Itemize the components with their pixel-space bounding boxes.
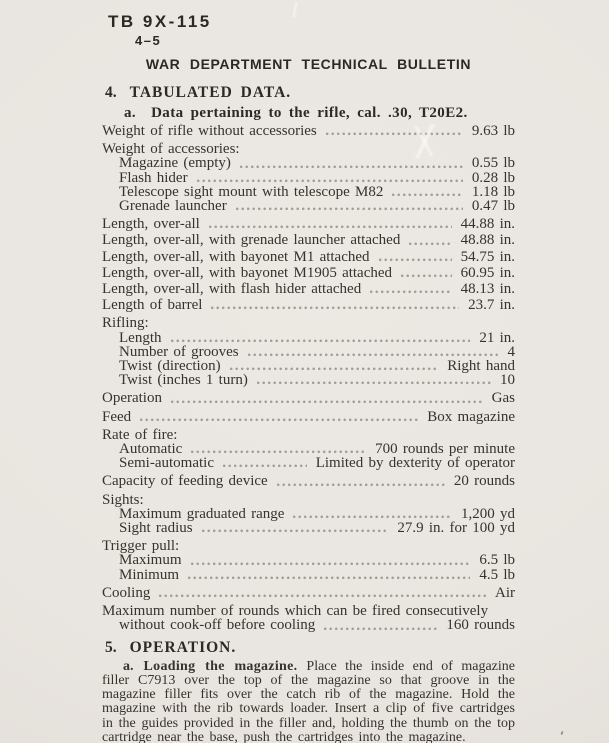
- dotted-leader: [277, 483, 445, 487]
- data-row-label: Automatic: [119, 442, 183, 457]
- data-row-value: Box magazine: [427, 408, 515, 425]
- dotted-leader: [140, 418, 418, 422]
- operation-item-title: Loading the magazine.: [143, 658, 298, 674]
- dotted-leader: [191, 562, 471, 566]
- data-row: [102, 185, 515, 199]
- data-row-value: Limited by dexterity of operator: [315, 455, 515, 472]
- data-row-label: Twist (inches 1 turn): [119, 373, 248, 388]
- data-row-label: Capacity of feeding device: [102, 474, 268, 489]
- data-row-label: Length, over-all: [102, 217, 200, 232]
- data-row-label: Telescope sight mount with telescope M82: [119, 184, 384, 200]
- data-row: [102, 266, 515, 280]
- data-row: [102, 493, 515, 507]
- data-row: [102, 171, 515, 185]
- data-row-value: 44.88 in.: [460, 216, 515, 233]
- data-row-value: 20 rounds: [453, 473, 515, 490]
- data-row-value: 10: [500, 372, 515, 389]
- dotted-leader: [223, 464, 307, 468]
- section-4a-title: Data pertaining to the rifle, cal. .30, T20E2.: [151, 105, 468, 121]
- data-row-value: 21 in.: [479, 329, 515, 346]
- data-row-label: without cook-off before cooling: [119, 618, 316, 633]
- data-row: [102, 156, 515, 170]
- data-row-value: 4: [507, 343, 515, 360]
- data-row-value: 48.88 in.: [460, 232, 515, 249]
- data-row: [102, 199, 515, 213]
- data-row-label: Rate of fire:: [102, 427, 178, 443]
- data-row: [102, 282, 515, 296]
- dotted-leader: [326, 132, 463, 136]
- data-row-label: Weight of accessories:: [102, 142, 240, 157]
- data-row-value: 4.5 lb: [479, 566, 515, 583]
- data-row: [102, 553, 515, 567]
- data-row-label: Minimum: [119, 567, 180, 582]
- operation-item-label: a.: [123, 658, 134, 674]
- data-row-value: 0.47 lb: [471, 198, 515, 215]
- document-header: [102, 12, 515, 73]
- data-row-label: Semi-automatic: [119, 456, 214, 471]
- data-row-label: Magazine (empty): [119, 156, 231, 171]
- dotted-leader: [409, 242, 451, 246]
- section-5-title: OPERATION.: [129, 638, 237, 656]
- section-4-heading: [105, 84, 515, 102]
- data-row-label: Weight of rifle without accessories: [102, 124, 317, 139]
- data-row-label: Length of barrel: [102, 298, 203, 313]
- dotted-leader: [209, 225, 452, 229]
- data-row-value: 27.9 in. for 100 yd: [397, 520, 515, 537]
- data-row: [102, 124, 515, 138]
- data-row-label: Flash hider: [119, 170, 188, 185]
- data-row: [102, 373, 515, 387]
- data-row-value: Gas: [491, 390, 515, 407]
- data-row-label: Grenade launcher: [119, 199, 227, 214]
- data-row: [102, 428, 515, 442]
- data-row-value: 23.7 in.: [468, 297, 515, 314]
- data-row: [102, 331, 515, 345]
- dotted-leader: [248, 353, 499, 357]
- bulletin-number: TB 9X-115: [108, 12, 212, 31]
- data-row: [102, 233, 515, 247]
- section-4-number: 4.: [105, 84, 117, 101]
- section-4-title: TABULATED DATA.: [129, 84, 292, 101]
- dotted-leader: [324, 627, 437, 631]
- dotted-leader: [202, 529, 389, 533]
- dotted-leader: [401, 274, 452, 278]
- tabulated-data-list: [102, 124, 515, 633]
- section-5-number: 5.: [105, 638, 117, 656]
- data-row-label: Length: [119, 330, 162, 345]
- data-row: [102, 359, 515, 373]
- data-row-value: 6.5 lb: [479, 552, 515, 569]
- data-row-value: 700 rounds per minute: [375, 441, 515, 458]
- dotted-leader: [230, 367, 439, 371]
- data-row-label: Maximum number of rounds which can be fired consecutively: [102, 604, 489, 619]
- dotted-leader: [240, 165, 463, 169]
- dotted-leader: [236, 207, 463, 211]
- data-row: [102, 604, 515, 618]
- data-row-label: Rifling:: [102, 316, 149, 331]
- data-row-value: 1.18 lb: [471, 183, 515, 200]
- data-row-label: Feed: [102, 409, 132, 424]
- section-4a-heading: [124, 104, 515, 122]
- data-row: [102, 568, 515, 582]
- dotted-leader: [379, 258, 452, 262]
- data-row-value: 9.63 lb: [471, 123, 515, 139]
- dotted-leader: [171, 400, 483, 404]
- section-4a-label: a.: [124, 105, 137, 121]
- data-row-value: 54.75 in.: [460, 248, 515, 265]
- data-row-value: 1,200 yd: [461, 505, 515, 522]
- data-row-label: Number of grooves: [119, 344, 239, 360]
- data-row-label: Maximum graduated range: [119, 506, 285, 522]
- operation-paragraph: [102, 660, 515, 743]
- dotted-leader: [370, 290, 451, 294]
- data-row-label: Length, over-all, with bayonet M1905 attached: [102, 265, 393, 281]
- ink-speck: [560, 731, 563, 735]
- data-row-value: 0.55 lb: [471, 155, 515, 172]
- dotted-leader: [191, 450, 366, 454]
- paragraph-range: 4–5: [135, 33, 162, 48]
- dotted-leader: [257, 381, 491, 385]
- data-row: [102, 410, 515, 424]
- data-row: [102, 586, 515, 600]
- data-row: [102, 442, 515, 456]
- section-5-heading: [105, 639, 515, 657]
- data-row-value: Air: [495, 584, 515, 601]
- data-row-label: Length, over-all, with flash hider attached: [102, 282, 362, 297]
- document-title: WAR DEPARTMENT TECHNICAL BULLETIN: [145, 56, 472, 72]
- data-row-label: Length, over-all, with grenade launcher attached: [102, 233, 401, 248]
- data-row: [102, 456, 515, 470]
- dotted-leader: [159, 594, 486, 598]
- data-row: [102, 298, 515, 312]
- data-row: [102, 474, 515, 488]
- dotted-leader: [197, 179, 463, 183]
- data-row: [102, 618, 515, 632]
- data-row: [102, 250, 515, 264]
- data-row-value: 160 rounds: [446, 617, 515, 634]
- dotted-leader: [293, 515, 452, 519]
- dotted-leader: [392, 193, 463, 197]
- data-row: [102, 521, 515, 535]
- data-row-label: Twist (direction): [119, 359, 221, 374]
- data-row: [102, 345, 515, 359]
- dotted-leader: [171, 339, 471, 343]
- data-row-label: Trigger pull:: [102, 539, 180, 554]
- operation-text: Place the inside end of magazine filler C7913 over the top of the magazine so that groove in the magazine filler fits over the catch rib of the magazine. Hold the magazine with the rib towards loader. Insert a clip of five cartridges in the guides provided in the filler and, holding the thumb on the top cartridge near the base, push the cartridges into the magazine.: [102, 658, 516, 743]
- data-row: [102, 217, 515, 231]
- data-row-label: Length, over-all, with bayonet M1 attached: [102, 249, 370, 264]
- dotted-leader: [188, 576, 470, 580]
- data-row-label: Sights:: [102, 492, 144, 507]
- data-row: [102, 539, 515, 553]
- data-row-label: Operation: [102, 391, 162, 406]
- data-row-value: Right hand: [447, 358, 515, 375]
- data-row-value: 48.13 in.: [460, 281, 515, 298]
- dotted-leader: [211, 306, 459, 310]
- data-row-value: 60.95 in.: [460, 264, 515, 281]
- data-row-label: Maximum: [119, 553, 182, 568]
- data-row: [102, 391, 515, 405]
- data-row: [102, 316, 515, 330]
- data-row: [102, 142, 515, 156]
- data-row-label: Cooling: [102, 585, 151, 601]
- data-row: [102, 507, 515, 521]
- data-row-label: Sight radius: [119, 521, 193, 536]
- data-row-value: 0.28 lb: [471, 169, 515, 186]
